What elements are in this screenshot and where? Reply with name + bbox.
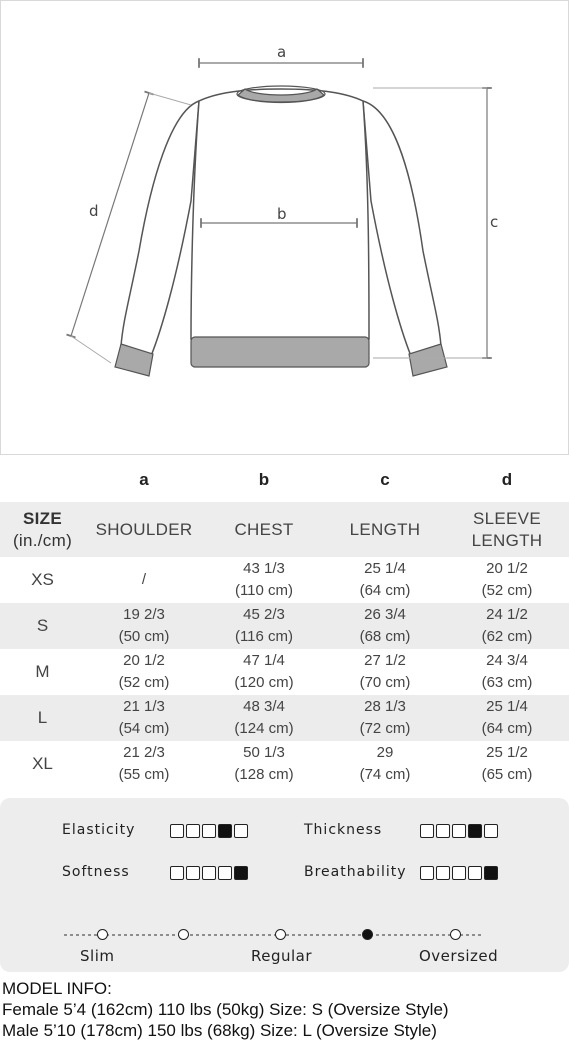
measurement-inches: 25 1/4: [486, 698, 528, 715]
rating-box-empty: [452, 866, 466, 880]
column-letter: c: [325, 457, 445, 502]
table-row: [0, 603, 569, 649]
measurement-cell: [85, 557, 203, 603]
rating-box-empty: [484, 824, 498, 838]
measurement-cell: [325, 695, 445, 741]
measurement-inches: 24 3/4: [486, 652, 528, 669]
measurement-cell: [325, 603, 445, 649]
rating-box-empty: [218, 866, 232, 880]
measurement-cell: [85, 695, 203, 741]
measurement-inches: 24 1/2: [486, 606, 528, 623]
column-letter: d: [445, 457, 569, 502]
column-header-text: CHEST: [234, 519, 294, 539]
measurement-cell: [445, 695, 569, 741]
fit-label: Oversized: [419, 947, 499, 965]
size-cell: XS: [0, 557, 85, 603]
rating-box-empty: [202, 866, 216, 880]
rating-box-empty: [420, 866, 434, 880]
rating-box-empty: [452, 824, 466, 838]
measurement-cm: (68 cm): [359, 628, 411, 645]
measurement-cm: (50 cm): [118, 628, 170, 645]
measurement-inches: 25 1/2: [486, 744, 528, 761]
measurement-cm: (64 cm): [481, 720, 533, 737]
measurement-inches: 50 1/3: [243, 744, 285, 761]
size-head-label: SIZE: [23, 508, 62, 528]
measurement-cm: (72 cm): [359, 720, 411, 737]
feature-label: Elasticity: [62, 822, 136, 838]
column-header-chest: [203, 502, 325, 557]
table-row: [0, 741, 569, 787]
measurement-inches: 19 2/3: [123, 606, 165, 623]
feature-label: Breathability: [304, 864, 407, 880]
rating-box-empty: [186, 824, 200, 838]
dim-label-c: c: [490, 213, 499, 231]
dim-label-a: a: [277, 43, 287, 61]
measurement-inches: /: [141, 571, 147, 588]
fit-dot: [97, 929, 108, 940]
model-info-female: Female 5’4 (162cm) 110 lbs (50kg) Size: S (Oversize Style): [2, 1000, 449, 1019]
measurement-inches: 21 2/3: [123, 744, 165, 761]
rating-box-empty: [170, 866, 184, 880]
column-header-text: SHOULDER: [95, 519, 193, 539]
table-letter-row: [0, 457, 569, 502]
rating-box-filled: [468, 824, 482, 838]
measurement-cm: (128 cm): [234, 766, 294, 783]
rating-box-filled: [234, 866, 248, 880]
fit-dot: [450, 929, 461, 940]
feature-label: Softness: [62, 864, 130, 880]
measurement-inches: 28 1/3: [364, 698, 406, 715]
measurement-cm: (63 cm): [481, 674, 533, 691]
measurement-inches: 43 1/3: [243, 560, 285, 577]
measurement-cell: [445, 603, 569, 649]
measurement-inches: 20 1/2: [123, 652, 165, 669]
size-column-header: [0, 502, 85, 557]
column-header-text: LENGTH: [349, 519, 421, 539]
hem-band: [191, 337, 369, 367]
model-info-male: Male 5’10 (178cm) 150 lbs (68kg) Size: L (Oversize Style): [2, 1021, 437, 1040]
fit-dot: [178, 929, 189, 940]
rating-box-filled: [484, 866, 498, 880]
table-row: [0, 557, 569, 603]
size-cell: S: [0, 603, 85, 649]
measurement-cell: [203, 557, 325, 603]
measurement-inches: 45 2/3: [243, 606, 285, 623]
measurement-cell: [325, 557, 445, 603]
feature-label: Thickness: [304, 822, 383, 838]
fit-label: Regular: [251, 947, 313, 965]
fit-label: Slim: [80, 947, 115, 965]
rating-box-empty: [436, 866, 450, 880]
feature-rating: [170, 866, 248, 880]
rating-box-empty: [202, 824, 216, 838]
feature-rating: [420, 866, 498, 880]
column-header-text: LENGTH: [471, 530, 543, 550]
measurement-inches: 21 1/3: [123, 698, 165, 715]
rating-box-empty: [234, 824, 248, 838]
feature-rating: [170, 824, 248, 838]
size-chart-table: [0, 457, 569, 787]
model-info: [2, 978, 449, 1041]
measurement-cm: (55 cm): [118, 766, 170, 783]
measurement-inches: 29: [376, 744, 394, 761]
measurement-cell: [85, 741, 203, 787]
column-header-shoulder: [85, 502, 203, 557]
measurement-cm: (64 cm): [359, 582, 411, 599]
measurement-cell: [85, 649, 203, 695]
measurement-cell: [445, 741, 569, 787]
dim-label-d: d: [89, 202, 99, 220]
dim-label-b: b: [277, 205, 287, 223]
table-header-row: [0, 502, 569, 557]
measurement-cm: (52 cm): [481, 582, 533, 599]
measurement-cm: (52 cm): [118, 674, 170, 691]
measurement-inches: 25 1/4: [364, 560, 406, 577]
fit-dot: [275, 929, 286, 940]
column-header-sleeve-length: [445, 502, 569, 557]
measurement-cm: (65 cm): [481, 766, 533, 783]
table-row: [0, 695, 569, 741]
measurement-cm: (120 cm): [234, 674, 294, 691]
measurement-inches: 47 1/4: [243, 652, 285, 669]
measurement-cm: (62 cm): [481, 628, 533, 645]
measurement-inches: 48 3/4: [243, 698, 285, 715]
fit-dot-selected: [362, 929, 373, 940]
measurement-cell: [325, 741, 445, 787]
fit-scale-line: [64, 934, 484, 936]
measurement-cell: [445, 649, 569, 695]
measurement-cm: (54 cm): [118, 720, 170, 737]
measurement-cell: [325, 649, 445, 695]
size-head-unit: (in./cm): [12, 530, 73, 550]
table-row: [0, 649, 569, 695]
measurement-cm: (124 cm): [234, 720, 294, 737]
size-cell: XL: [0, 741, 85, 787]
measurement-cell: [445, 557, 569, 603]
measurement-inches: 20 1/2: [486, 560, 528, 577]
measurement-cell: [203, 603, 325, 649]
column-letter: b: [203, 457, 325, 502]
measurement-inches: 27 1/2: [364, 652, 406, 669]
measurement-cm: (116 cm): [234, 628, 294, 645]
column-letter: a: [85, 457, 203, 502]
model-info-title: MODEL INFO:: [2, 979, 112, 998]
measurement-cm: (110 cm): [234, 582, 294, 599]
rating-box-empty: [420, 824, 434, 838]
rating-box-empty: [186, 866, 200, 880]
measurement-inches: 26 3/4: [364, 606, 406, 623]
table-corner: [0, 457, 85, 502]
measurement-cell: [203, 649, 325, 695]
measurement-cm: (74 cm): [359, 766, 411, 783]
rating-box-filled: [218, 824, 232, 838]
rating-box-empty: [436, 824, 450, 838]
measurement-cell: [85, 603, 203, 649]
column-header-text: SLEEVE: [473, 508, 541, 528]
measurement-cm: (70 cm): [359, 674, 411, 691]
feature-rating: [420, 824, 498, 838]
measurement-cell: [203, 741, 325, 787]
size-cell: M: [0, 649, 85, 695]
rating-box-empty: [468, 866, 482, 880]
sweatshirt-size-diagram: [0, 0, 569, 455]
sweatshirt-illustration: [1, 1, 569, 456]
measurement-cell: [203, 695, 325, 741]
rating-box-empty: [170, 824, 184, 838]
size-cell: L: [0, 695, 85, 741]
column-header-length: [325, 502, 445, 557]
